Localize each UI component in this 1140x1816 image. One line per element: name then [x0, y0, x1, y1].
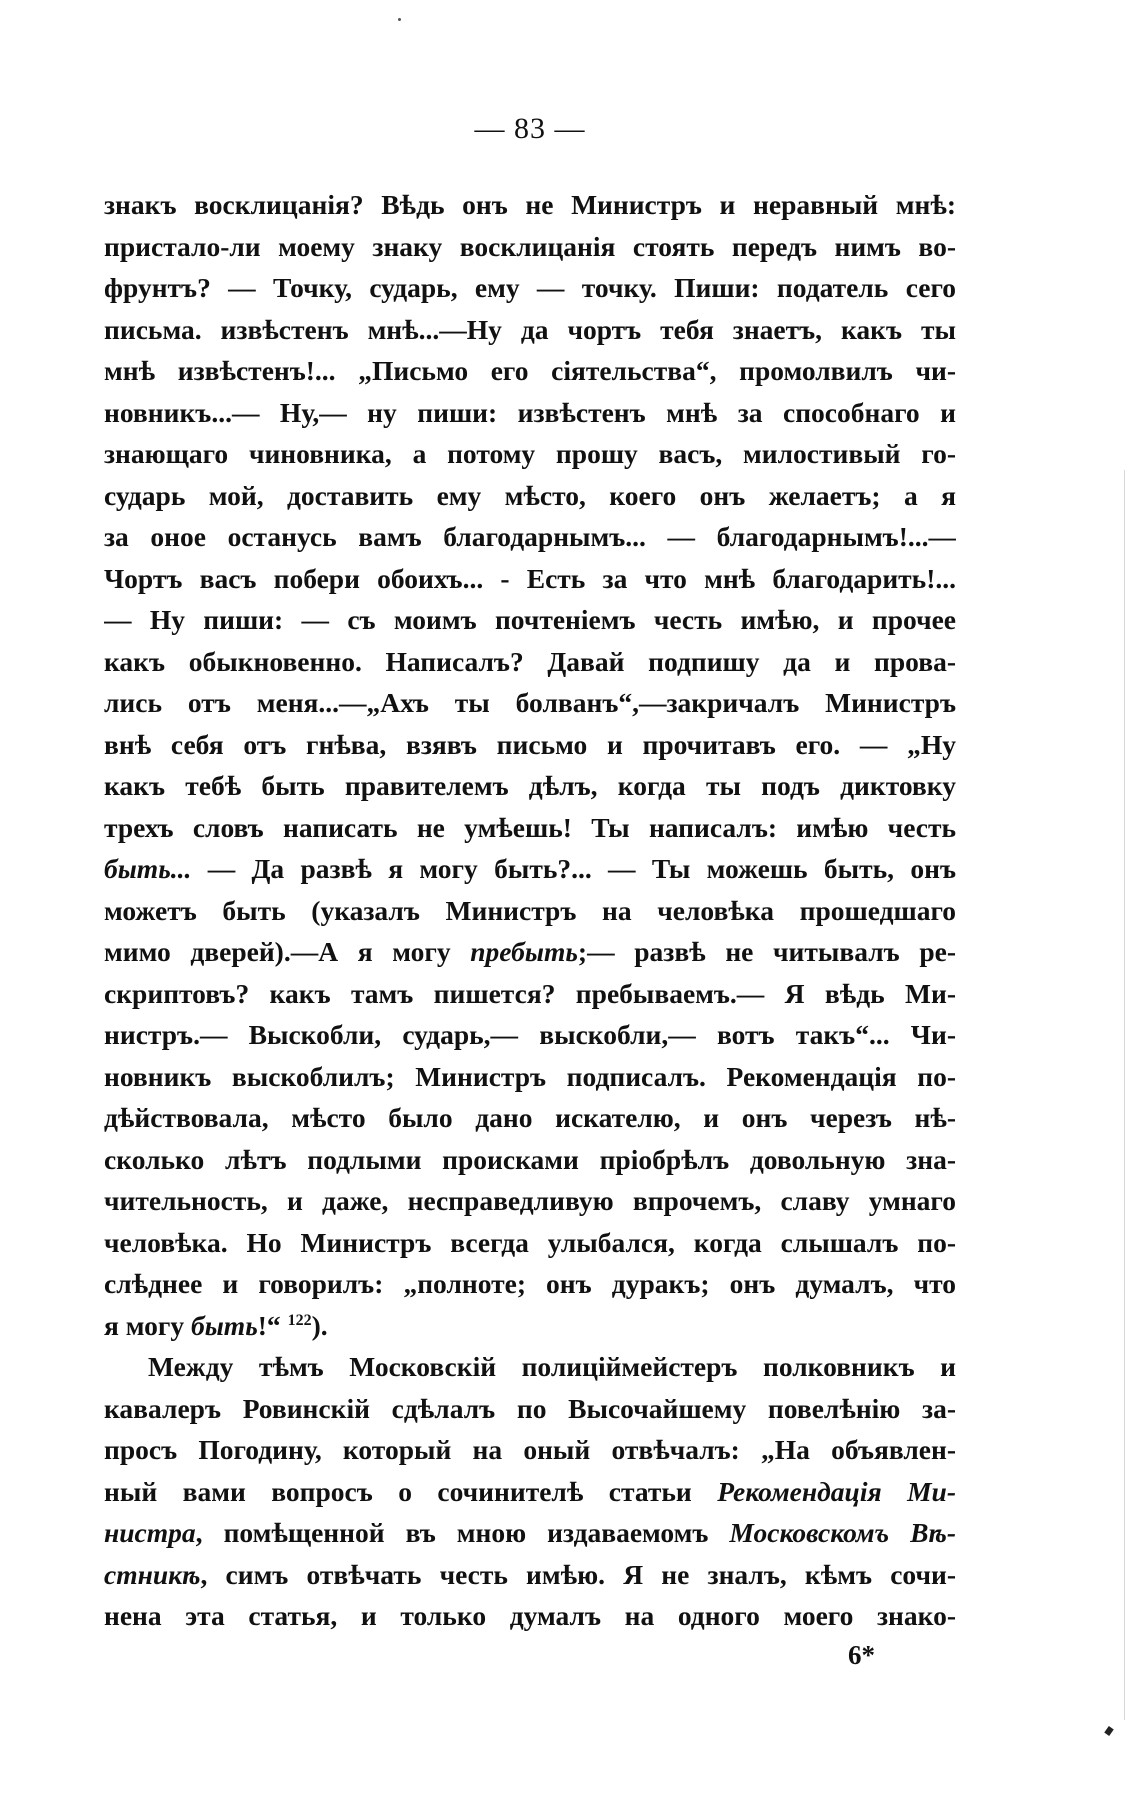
- text-run: какъ тебѣ быть правителемъ дѣлъ, когда ты подъ диктовку: [104, 770, 956, 801]
- body-text: [104, 184, 956, 1637]
- text-line: [104, 807, 956, 849]
- text-line: [104, 1388, 956, 1430]
- italic-text: пребыть: [470, 936, 578, 967]
- text-run: за оное останусь вамъ благодарнымъ... — благодарнымъ!...—: [104, 521, 956, 552]
- text-line: [104, 682, 956, 724]
- italic-text: Рекомендація Ми-: [717, 1475, 956, 1507]
- text-line: [104, 350, 956, 392]
- text-run: знающаго чиновника, а потому прошу васъ, милостивый го-: [104, 438, 956, 469]
- text-run: — Да развѣ я могу быть?... — Ты можешь быть, онъ: [191, 853, 956, 884]
- text-run: письма. извѣстенъ мнѣ...—Ну да чортъ тебя знаетъ, какъ ты: [104, 313, 956, 345]
- text-line: [104, 599, 956, 641]
- text-line: [104, 392, 956, 434]
- text-line: [104, 1429, 956, 1471]
- text-run: я могу: [104, 1309, 191, 1341]
- italic-text: быть...: [104, 853, 192, 884]
- text-line: [104, 475, 956, 517]
- italic-text: Московскомъ Вѣ-: [729, 1517, 956, 1548]
- text-run: !“: [257, 1309, 288, 1341]
- text-line: [104, 765, 956, 807]
- text-line: [104, 973, 956, 1015]
- text-line: [104, 1346, 956, 1388]
- text-run: скриптовъ? какъ тамъ пишется? пребываемъ.— Я вѣдь Ми-: [104, 977, 956, 1009]
- text-line: [104, 1139, 956, 1181]
- footnote-ref: 122: [287, 1311, 312, 1329]
- text-line: [104, 433, 956, 475]
- text-line: [104, 1097, 956, 1139]
- text-line: [104, 890, 956, 932]
- print-speck: [1104, 1726, 1114, 1736]
- text-run: — Ну пиши: — съ моимъ почтеніемъ честь имѣю, и прочее: [104, 604, 956, 635]
- text-line: [104, 1014, 956, 1056]
- text-run: сколько лѣтъ подлыми происками пріобрѣлъ довольную зна-: [104, 1143, 956, 1175]
- text-line: [104, 1263, 956, 1305]
- italic-text: стникѣ: [104, 1558, 201, 1590]
- text-line: [104, 309, 956, 351]
- text-line: [104, 724, 956, 766]
- text-line: [104, 848, 956, 890]
- text-line: [104, 1222, 956, 1264]
- text-line: [104, 1305, 956, 1347]
- text-run: просъ Погодину, который на оный отвѣчалъ: „На объявлен-: [104, 1434, 956, 1465]
- text-line: [104, 931, 956, 973]
- text-run: , помѣщенной въ мною издаваемомъ: [195, 1517, 730, 1548]
- text-line: [104, 1180, 956, 1222]
- italic-text: быть: [191, 1309, 258, 1341]
- print-speck: [398, 18, 401, 21]
- text-run: дѣйствовала, мѣсто было дано искателю, и онъ черезъ нѣ-: [104, 1102, 956, 1133]
- text-run: какъ обыкновенно. Написалъ? Давай подпишу да и прова-: [104, 645, 956, 677]
- text-line: [104, 184, 956, 226]
- text-run: можетъ быть (указалъ Министръ на человѣка прошедшаго: [104, 894, 956, 926]
- text-line: [104, 558, 956, 600]
- text-run: трехъ словъ написать не умѣешь! Ты написалъ: имѣю честь: [104, 811, 956, 843]
- text-run: знакъ восклицанія? Вѣдь онъ не Министръ и неравный мнѣ:: [104, 189, 956, 220]
- text-run: нистръ.— Выскобли, сударь,— выскобли,— вотъ такъ“... Чи-: [104, 1019, 956, 1050]
- text-line: [104, 267, 956, 309]
- text-run: Чортъ васъ побери обоихъ... - Есть за что мнѣ благодарить!...: [104, 562, 956, 594]
- text-run: сударь мой, доставить ему мѣсто, коего онъ желаетъ; а я: [104, 479, 956, 511]
- text-run: новникъ выскоблилъ; Министръ подписалъ. Рекомендація по-: [104, 1060, 956, 1092]
- italic-text: нистра: [104, 1517, 196, 1548]
- text-run: слѣднее и говорилъ: „полноте; онъ дуракъ; онъ думалъ, что: [104, 1268, 956, 1299]
- text-run: внѣ себя отъ гнѣва, взявъ письмо и прочитавъ его. — „Ну: [104, 728, 956, 760]
- text-run: лись отъ меня...—„Ахъ ты болванъ“,—закричалъ Министръ: [104, 687, 956, 718]
- text-run: Между тѣмъ Московскій полиціймейстеръ полковникъ и: [148, 1351, 956, 1382]
- text-line: [104, 226, 956, 268]
- text-run: ;— развѣ не читывалъ ре-: [577, 936, 956, 967]
- text-line: [104, 1512, 956, 1554]
- text-run: человѣка. Но Министръ всегда улыбался, когда слышалъ по-: [104, 1226, 956, 1258]
- text-line: [104, 1471, 956, 1513]
- text-run: ный вами вопросъ о сочинителѣ статьи: [104, 1475, 718, 1507]
- text-run: пристало-ли моему знаку восклицанія стоять передъ нимъ во-: [104, 230, 956, 262]
- text-run: фрунтъ? — Точку, сударь, ему — точку. Пиши: податель сего: [104, 272, 956, 303]
- text-line: [104, 1554, 956, 1596]
- text-run: мнѣ извѣстенъ!... „Письмо его сіятельства“, промолвилъ чи-: [104, 355, 956, 386]
- text-line: [104, 516, 956, 558]
- text-line: [104, 1056, 956, 1098]
- text-run: нена эта статья, и только думалъ на одного моего знако-: [104, 1600, 956, 1631]
- text-run: , симъ отвѣчать честь имѣю. Я не зналъ, кѣмъ сочи-: [200, 1558, 956, 1590]
- text-run: кавалеръ Ровинскій сдѣлалъ по Высочайшему повелѣнію за-: [104, 1392, 956, 1424]
- text-run: новникъ...— Ну,— ну пиши: извѣстенъ мнѣ за способнаго и: [104, 396, 956, 428]
- text-line: [104, 1595, 956, 1637]
- page-number: — 83 —: [474, 112, 586, 145]
- text-run: ).: [311, 1309, 328, 1341]
- page-edge-shadow: [1124, 470, 1125, 1720]
- text-run: мимо дверей).—А я могу: [104, 936, 471, 967]
- signature-mark: 6*: [848, 1640, 875, 1670]
- text-line: [104, 641, 956, 683]
- text-run: чительность, и даже, несправедливую впрочемъ, славу умнаго: [104, 1185, 956, 1216]
